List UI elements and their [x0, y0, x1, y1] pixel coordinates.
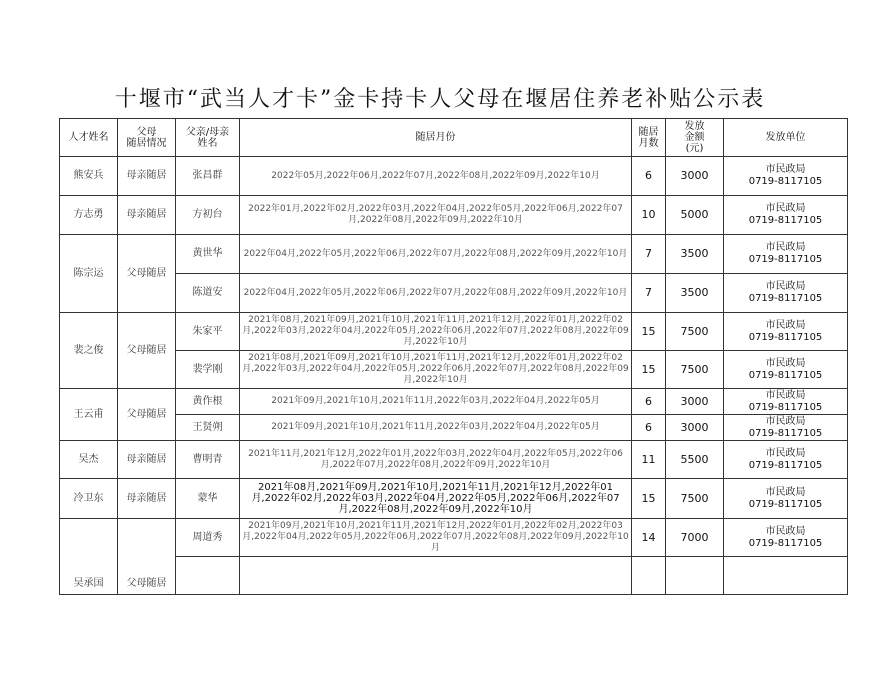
- talent-name: 吴杰: [60, 441, 118, 479]
- parent-name: 张昌群: [176, 157, 240, 196]
- header-parent: 父亲/母亲 姓名: [176, 119, 240, 157]
- issuing-unit: 市民政局 0719-8117105: [724, 519, 848, 557]
- cohabit-months: [240, 557, 632, 595]
- cohabit-months: 2021年09月,2021年10月,2021年11月,2021年12月,2022年01月,2022年02月,2022年03月,2022年04月,2022年05月,2022年06月,2022年07月,2022年08月,2022年09月,2022年10月: [240, 519, 632, 557]
- amount: 7500: [666, 313, 724, 351]
- talent-name: 吴承国: [60, 519, 118, 595]
- amount: 7500: [666, 351, 724, 389]
- amount: 5000: [666, 196, 724, 235]
- amount: 3000: [666, 157, 724, 196]
- month-count: 15: [632, 313, 666, 351]
- issuing-unit: 市民政局 0719-8117105: [724, 415, 848, 441]
- talent-name: 熊安兵: [60, 157, 118, 196]
- issuing-unit: 市民政局 0719-8117105: [724, 235, 848, 274]
- month-count: 7: [632, 274, 666, 313]
- cohabit-months: 2021年08月,2021年09月,2021年10月,2021年11月,2021年12月,2022年01月,2022年02月,2022年03月,2022年04月,2022年05月,2022年06月,2022年07月,2022年08月,2022年09月,2022年10月: [240, 479, 632, 519]
- issuing-unit: 市民政局 0719-8117105: [724, 479, 848, 519]
- month-count: 14: [632, 519, 666, 557]
- issuing-unit: 市民政局 0719-8117105: [724, 196, 848, 235]
- cohabit-months: 2021年09月,2021年10月,2021年11月,2022年03月,2022年04月,2022年05月: [240, 415, 632, 441]
- amount: 3000: [666, 389, 724, 415]
- header-amount: 发放 金额 (元): [666, 119, 724, 157]
- cohabit-months: 2022年01月,2022年02月,2022年03月,2022年04月,2022年05月,2022年06月,2022年07月,2022年08月,2022年09月,2022年10月: [240, 196, 632, 235]
- cohabit-months: 2022年04月,2022年05月,2022年06月,2022年07月,2022年08月,2022年09月,2022年10月: [240, 274, 632, 313]
- cohabit-situation: 父母随居: [118, 389, 176, 441]
- parent-name: [176, 557, 240, 595]
- header-unit: 发放单位: [724, 119, 848, 157]
- table-row: [60, 557, 848, 595]
- issuing-unit: 市民政局 0719-8117105: [724, 441, 848, 479]
- cohabit-situation: 母亲随居: [118, 196, 176, 235]
- month-count: 15: [632, 479, 666, 519]
- parent-name: 曹明青: [176, 441, 240, 479]
- issuing-unit: 市民政局 0719-8117105: [724, 351, 848, 389]
- header-months: 随居月份: [240, 119, 632, 157]
- table-row: [60, 274, 848, 313]
- issuing-unit: 市民政局 0719-8117105: [724, 157, 848, 196]
- month-count: [632, 557, 666, 595]
- parent-name: 朱家平: [176, 313, 240, 351]
- talent-name: 冷卫东: [60, 479, 118, 519]
- subsidy-table: [59, 118, 848, 595]
- header-count: 随居 月数: [632, 119, 666, 157]
- amount: 7000: [666, 519, 724, 557]
- parent-name: 黄世华: [176, 235, 240, 274]
- cohabit-situation: 父母随居: [118, 235, 176, 313]
- amount: [666, 557, 724, 595]
- cohabit-months: 2021年08月,2021年09月,2021年10月,2021年11月,2021年12月,2022年01月,2022年02月,2022年03月,2022年04月,2022年05月,2022年06月,2022年07月,2022年08月,2022年09月,2022年10月: [240, 351, 632, 389]
- issuing-unit: 市民政局 0719-8117105: [724, 313, 848, 351]
- month-count: 10: [632, 196, 666, 235]
- table-row: [60, 313, 848, 351]
- parent-name: 陈道安: [176, 274, 240, 313]
- parent-name: 黄作根: [176, 389, 240, 415]
- amount: 7500: [666, 479, 724, 519]
- amount: 3500: [666, 274, 724, 313]
- header-name: 人才姓名: [60, 119, 118, 157]
- month-count: 6: [632, 157, 666, 196]
- table-row: [60, 415, 848, 441]
- cohabit-months: 2021年08月,2021年09月,2021年10月,2021年11月,2021年12月,2022年01月,2022年02月,2022年03月,2022年04月,2022年05月,2022年06月,2022年07月,2022年08月,2022年09月,2022年10月: [240, 313, 632, 351]
- table-row: [60, 479, 848, 519]
- month-count: 11: [632, 441, 666, 479]
- page-title: 十堰市“武当人才卡”金卡持卡人父母在堰居住养老补贴公示表: [114, 87, 766, 112]
- month-count: 15: [632, 351, 666, 389]
- month-count: 6: [632, 415, 666, 441]
- header-row: [60, 119, 848, 157]
- talent-name: 方志勇: [60, 196, 118, 235]
- parent-name: 方初台: [176, 196, 240, 235]
- issuing-unit: 市民政局 0719-8117105: [724, 274, 848, 313]
- cohabit-months: 2022年04月,2022年05月,2022年06月,2022年07月,2022年08月,2022年09月,2022年10月: [240, 235, 632, 274]
- parent-name: 蒙华: [176, 479, 240, 519]
- table-viewport: [59, 118, 847, 589]
- amount: 3500: [666, 235, 724, 274]
- parent-name: 王贤朔: [176, 415, 240, 441]
- cohabit-situation: 父母随居: [118, 519, 176, 595]
- talent-name: 裴之俊: [60, 313, 118, 389]
- month-count: 6: [632, 389, 666, 415]
- cohabit-months: 2021年09月,2021年10月,2021年11月,2022年03月,2022年04月,2022年05月: [240, 389, 632, 415]
- amount: 5500: [666, 441, 724, 479]
- cohabit-months: 2022年05月,2022年06月,2022年07月,2022年08月,2022年09月,2022年10月: [240, 157, 632, 196]
- table-row: [60, 235, 848, 274]
- cohabit-months: 2021年11月,2021年12月,2022年01月,2022年03月,2022年04月,2022年05月,2022年06月,2022年07月,2022年08月,2022年09月,2022年10月: [240, 441, 632, 479]
- table-row: [60, 196, 848, 235]
- issuing-unit: [724, 557, 848, 595]
- cohabit-situation: 母亲随居: [118, 479, 176, 519]
- issuing-unit: 市民政局 0719-8117105: [724, 389, 848, 415]
- cohabit-situation: 母亲随居: [118, 157, 176, 196]
- month-count: 7: [632, 235, 666, 274]
- parent-name: 裴学刚: [176, 351, 240, 389]
- parent-name: 周道秀: [176, 519, 240, 557]
- table-row: [60, 519, 848, 557]
- table-row: [60, 389, 848, 415]
- cohabit-situation: 父母随居: [118, 313, 176, 389]
- header-situation: 父母 随居情况: [118, 119, 176, 157]
- talent-name: 王云甫: [60, 389, 118, 441]
- table-row: [60, 441, 848, 479]
- table-row: [60, 157, 848, 196]
- cohabit-situation: 母亲随居: [118, 441, 176, 479]
- amount: 3000: [666, 415, 724, 441]
- talent-name: 陈宗运: [60, 235, 118, 313]
- table-row: [60, 351, 848, 389]
